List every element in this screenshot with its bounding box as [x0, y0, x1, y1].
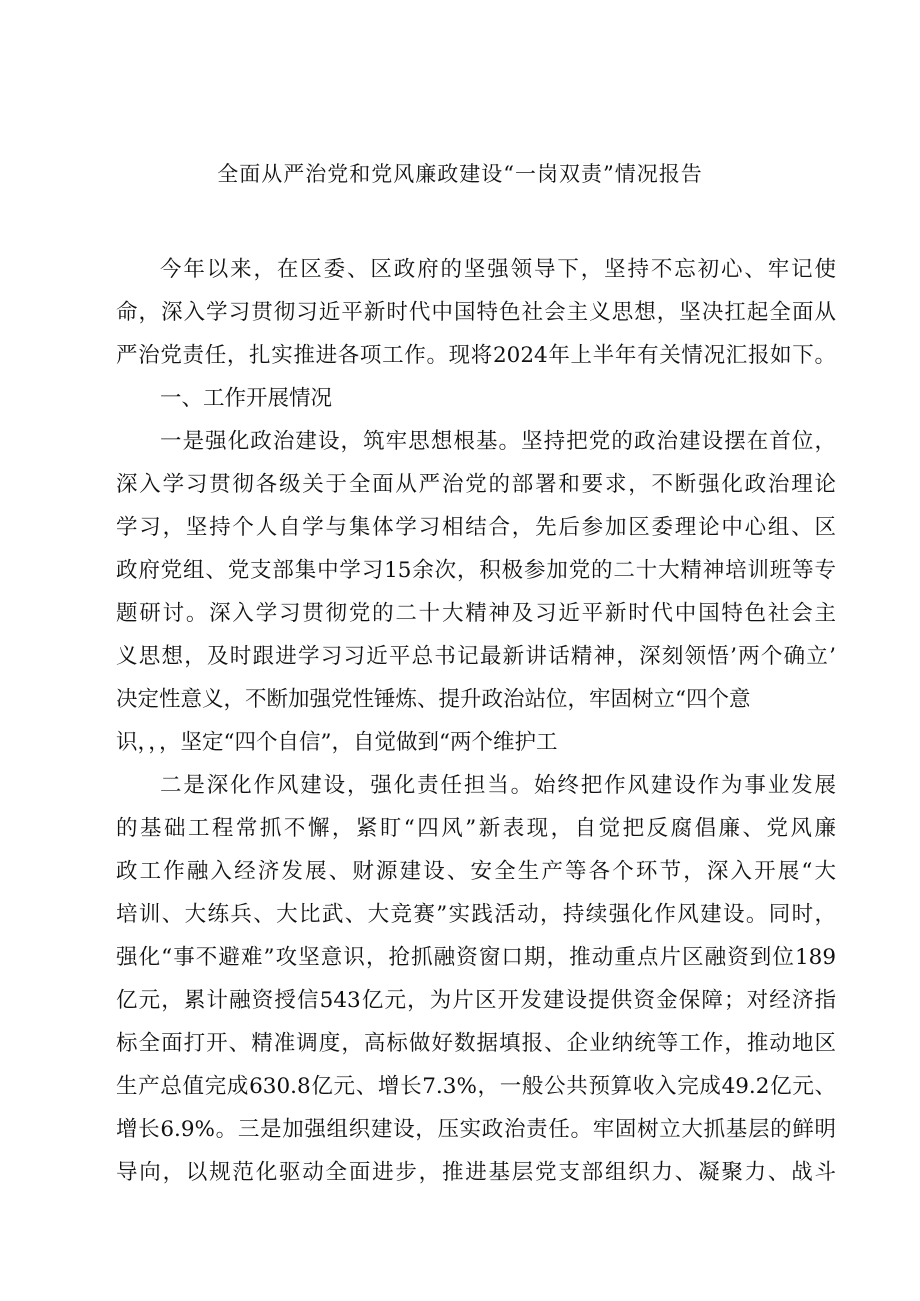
paragraph-line: 深入学习贯彻各级关于全面从严治党的部署和要求，不断强化政治理论 [116, 472, 836, 497]
paragraph-line: 题研讨。深入学习贯彻党的二十大精神及习近平新时代中国特色社会主 [116, 601, 836, 626]
paragraph-line: 严治党责任，扎实推进各项工作。现将2024年上半年有关情况汇报如下。 [116, 343, 836, 368]
paragraph-line: 识，，，坚定“四个自信”，自觉做到“两个维护工 [116, 730, 558, 755]
paragraph-line: 生产总值完成630.8亿元、增长7.3%，一般公共预算收入完成49.2亿元、 [116, 1074, 836, 1099]
paragraph-line: 强化“事不避难”攻坚意识，抢抓融资窗口期，推动重点片区融资到位189 [116, 945, 836, 970]
paragraph-line: 政府党组、党支部集中学习15余次，积极参加党的二十大精神培训班等专 [116, 558, 836, 583]
paragraph-line: 的基础工程常抓不懈，紧盯“四风”新表现，自觉把反腐倡廉、党风廉 [116, 816, 836, 841]
paragraph-line: 学习，坚持个人自学与集体学习相结合，先后参加区委理论中心组、区 [116, 515, 836, 540]
paragraph-line: 决定性意义，不断加强党性锤炼、提升政治站位，牢固树立“四个意 [116, 687, 751, 712]
paragraph-line: 一是强化政治建设，筑牢思想根基。坚持把党的政治建设摆在首位， [160, 429, 836, 454]
paragraph-line: 培训、大练兵、大比武、大竞赛”实践活动，持续强化作风建设。同时， [116, 902, 836, 927]
paragraph-line: 导向，以规范化驱动全面进步，推进基层党支部组织力、凝聚力、战斗 [116, 1160, 836, 1185]
paragraph-line: 二是深化作风建设，强化责任担当。始终把作风建设作为事业发展 [160, 773, 836, 798]
paragraph-line: 增长6.9%。三是加强组织建设，压实政治责任。牢固树立大抓基层的鲜明 [116, 1117, 836, 1142]
paragraph-line: 义思想，及时跟进学习习近平总书记最新讲话精神，深刻领悟’两个确立’ [116, 644, 836, 669]
paragraph-line: 命，深入学习贯彻习近平新时代中国特色社会主义思想，坚决扛起全面从 [116, 300, 836, 325]
paragraph-line: 亿元，累计融资授信543亿元，为片区开发建设提供资金保障；对经济指 [116, 988, 836, 1013]
paragraph-line: 今年以来，在区委、区政府的坚强领导下，坚持不忘初心、牢记使 [160, 257, 836, 282]
paragraph-line: 政工作融入经济发展、财源建设、安全生产等各个环节，深入开展“大 [116, 859, 836, 884]
paragraph-line: 标全面打开、精准调度，高标做好数据填报、企业纳统等工作，推动地区 [116, 1031, 836, 1056]
section-heading: 一、工作开展情况 [160, 386, 333, 411]
document-title: 全面从严治党和党风廉政建设“一岗双责”情况报告 [217, 162, 703, 186]
